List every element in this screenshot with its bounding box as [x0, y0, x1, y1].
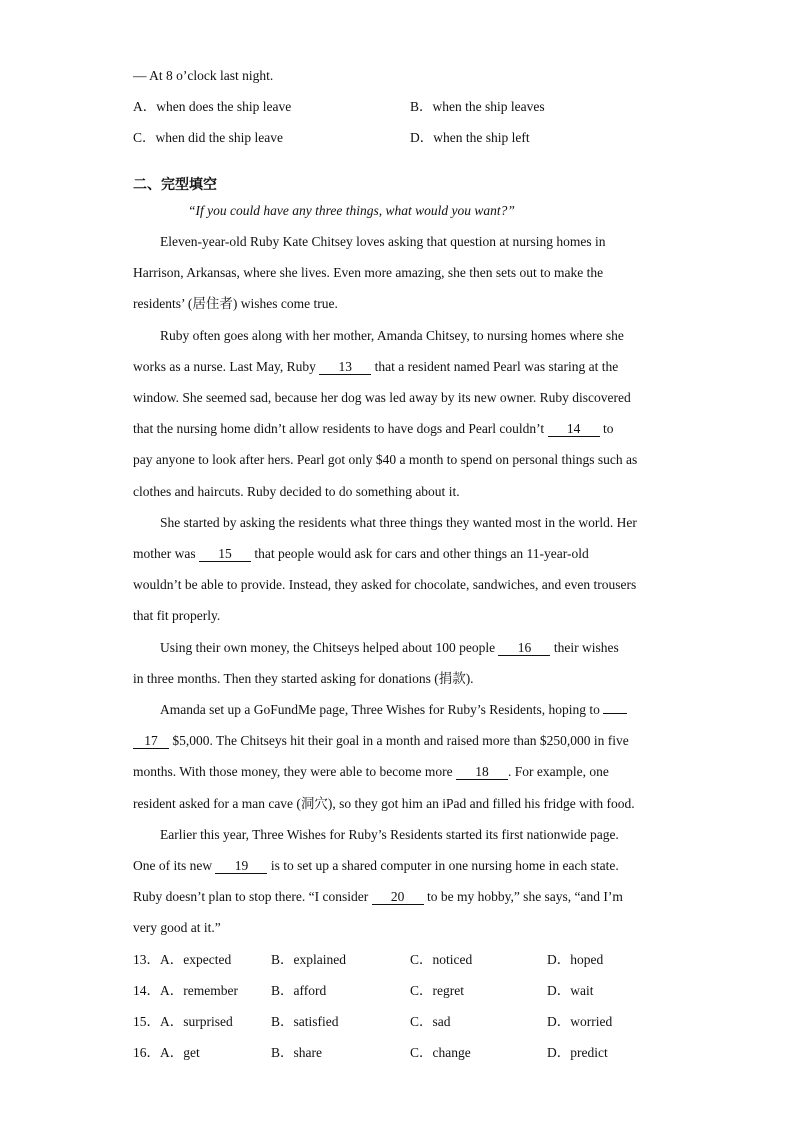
- passage-line: clothes and haircuts. Ruby decided to do something about it.: [133, 484, 460, 499]
- passage-line: Ruby often goes along with her mother, Amanda Chitsey, to nursing homes where she: [160, 328, 624, 343]
- answer-blank[interactable]: 17: [133, 733, 169, 749]
- passage-text: works as a nurse. Last May, Ruby: [133, 359, 320, 374]
- option-text: when the ship left: [433, 130, 530, 145]
- passage-line: [133, 358, 618, 376]
- passage-text: One of its new: [133, 858, 216, 873]
- option-letter: C．: [133, 130, 156, 145]
- option-a: [133, 98, 291, 116]
- option-letter: A．: [133, 99, 157, 114]
- passage-text: mother was: [133, 546, 199, 561]
- choice-option[interactable]: C．sad: [410, 1014, 451, 1029]
- passage-text: months. With those money, they were able to become more: [133, 764, 456, 779]
- question-number: 15．: [133, 1014, 160, 1029]
- passage-line: [133, 545, 589, 563]
- passage-line: [133, 763, 609, 781]
- passage-line: [133, 732, 629, 750]
- passage-line: residents’ (居住者) wishes come true.: [133, 296, 338, 311]
- passage-line: resident asked for a man cave (洞穴), so they got him an iPad and filled his fridge with food.: [133, 796, 635, 811]
- passage-line: that fit properly.: [133, 608, 221, 623]
- choice-option[interactable]: A．expected: [160, 952, 232, 967]
- option-letter: D．: [410, 130, 434, 145]
- passage-line: She started by asking the residents what three things they wanted most in the world. Her: [160, 515, 637, 530]
- option-letter: B．: [410, 99, 433, 114]
- passage-text: that a resident named Pearl was staring at the: [371, 359, 619, 374]
- answer-blank[interactable]: 16: [498, 640, 550, 656]
- choice-option[interactable]: B．afford: [271, 983, 327, 998]
- question-number: 16．: [133, 1045, 160, 1060]
- passage-line: window. She seemed sad, because her dog was led away by its new owner. Ruby discovered: [133, 390, 631, 405]
- choice-option[interactable]: C．change: [410, 1045, 471, 1060]
- option-text: when did the ship leave: [155, 130, 283, 145]
- passage-text: Using their own money, the Chitseys helped about 100 people: [160, 640, 499, 655]
- option-text: when the ship leaves: [432, 99, 545, 114]
- passage-text: that people would ask for cars and other things an 11-year-old: [250, 546, 589, 561]
- passage-text: . For example, one: [508, 764, 609, 779]
- answer-blank[interactable]: [603, 713, 627, 714]
- passage-text: $5,000. The Chitseys hit their goal in a month and raised more than $250,000 in five: [169, 733, 629, 748]
- passage-line: very good at it.”: [133, 920, 221, 935]
- choice-option[interactable]: D．wait: [547, 983, 594, 998]
- passage-text: is to set up a shared computer in one nursing home in each state.: [267, 858, 619, 873]
- previous-answer-line: — At 8 o’clock last night.: [133, 68, 274, 83]
- passage-line: [160, 701, 627, 719]
- choice-option[interactable]: C．noticed: [410, 952, 473, 967]
- choice-option[interactable]: B．explained: [271, 952, 346, 967]
- question-number: 14．: [133, 983, 160, 998]
- choice-option[interactable]: A．remember: [160, 983, 238, 998]
- passage-line: Harrison, Arkansas, where she lives. Even more amazing, she then sets out to make the: [133, 265, 604, 280]
- passage-text: to: [599, 421, 614, 436]
- option-text: when does the ship leave: [156, 99, 292, 114]
- passage-line: in three months. Then they started asking for donations (捐款).: [133, 671, 474, 686]
- choice-option[interactable]: C．regret: [410, 983, 464, 998]
- passage-text: that the nursing home didn’t allow residents to have dogs and Pearl couldn’t: [133, 421, 548, 436]
- section-title: 二、完型填空: [133, 177, 217, 193]
- answer-blank[interactable]: 19: [215, 858, 267, 874]
- choice-option[interactable]: D．worried: [547, 1014, 613, 1029]
- passage-line: [133, 857, 619, 875]
- answer-blank[interactable]: 13: [319, 359, 371, 375]
- choice-option[interactable]: A．get: [160, 1045, 200, 1060]
- choice-option[interactable]: A．surprised: [160, 1014, 233, 1029]
- passage-text: their wishes: [550, 640, 619, 655]
- answer-blank[interactable]: 18: [456, 764, 508, 780]
- question-number: 13．: [133, 952, 160, 967]
- passage-quote: “If you could have any three things, what would you want?”: [188, 203, 515, 218]
- passage-line: [133, 888, 623, 906]
- answer-blank[interactable]: 20: [372, 889, 424, 905]
- choice-option[interactable]: B．satisfied: [271, 1014, 339, 1029]
- choice-option[interactable]: B．share: [271, 1045, 322, 1060]
- passage-line: Eleven-year-old Ruby Kate Chitsey loves asking that question at nursing homes in: [160, 234, 606, 249]
- passage-line: [133, 420, 613, 438]
- choice-option[interactable]: D．predict: [547, 1045, 608, 1060]
- option-d: [410, 129, 530, 147]
- passage-line: pay anyone to look after hers. Pearl got only $40 a month to spend on personal things such as: [133, 452, 638, 467]
- passage-line: [160, 639, 619, 657]
- option-b: [410, 98, 545, 116]
- option-c: [133, 129, 283, 147]
- passage-text: Amanda set up a GoFundMe page, Three Wishes for Ruby’s Residents, hoping to: [160, 702, 604, 717]
- choice-option[interactable]: D．hoped: [547, 952, 604, 967]
- passage-text: Ruby doesn’t plan to stop there. “I consider: [133, 889, 372, 904]
- passage-line: Earlier this year, Three Wishes for Ruby’s Residents started its first nationwide page.: [160, 827, 619, 842]
- answer-blank[interactable]: 15: [199, 546, 251, 562]
- answer-blank[interactable]: 14: [548, 421, 600, 437]
- passage-line: wouldn’t be able to provide. Instead, they asked for chocolate, sandwiches, and even trousers: [133, 577, 637, 592]
- passage-text: to be my hobby,” she says, “and I’m: [423, 889, 623, 904]
